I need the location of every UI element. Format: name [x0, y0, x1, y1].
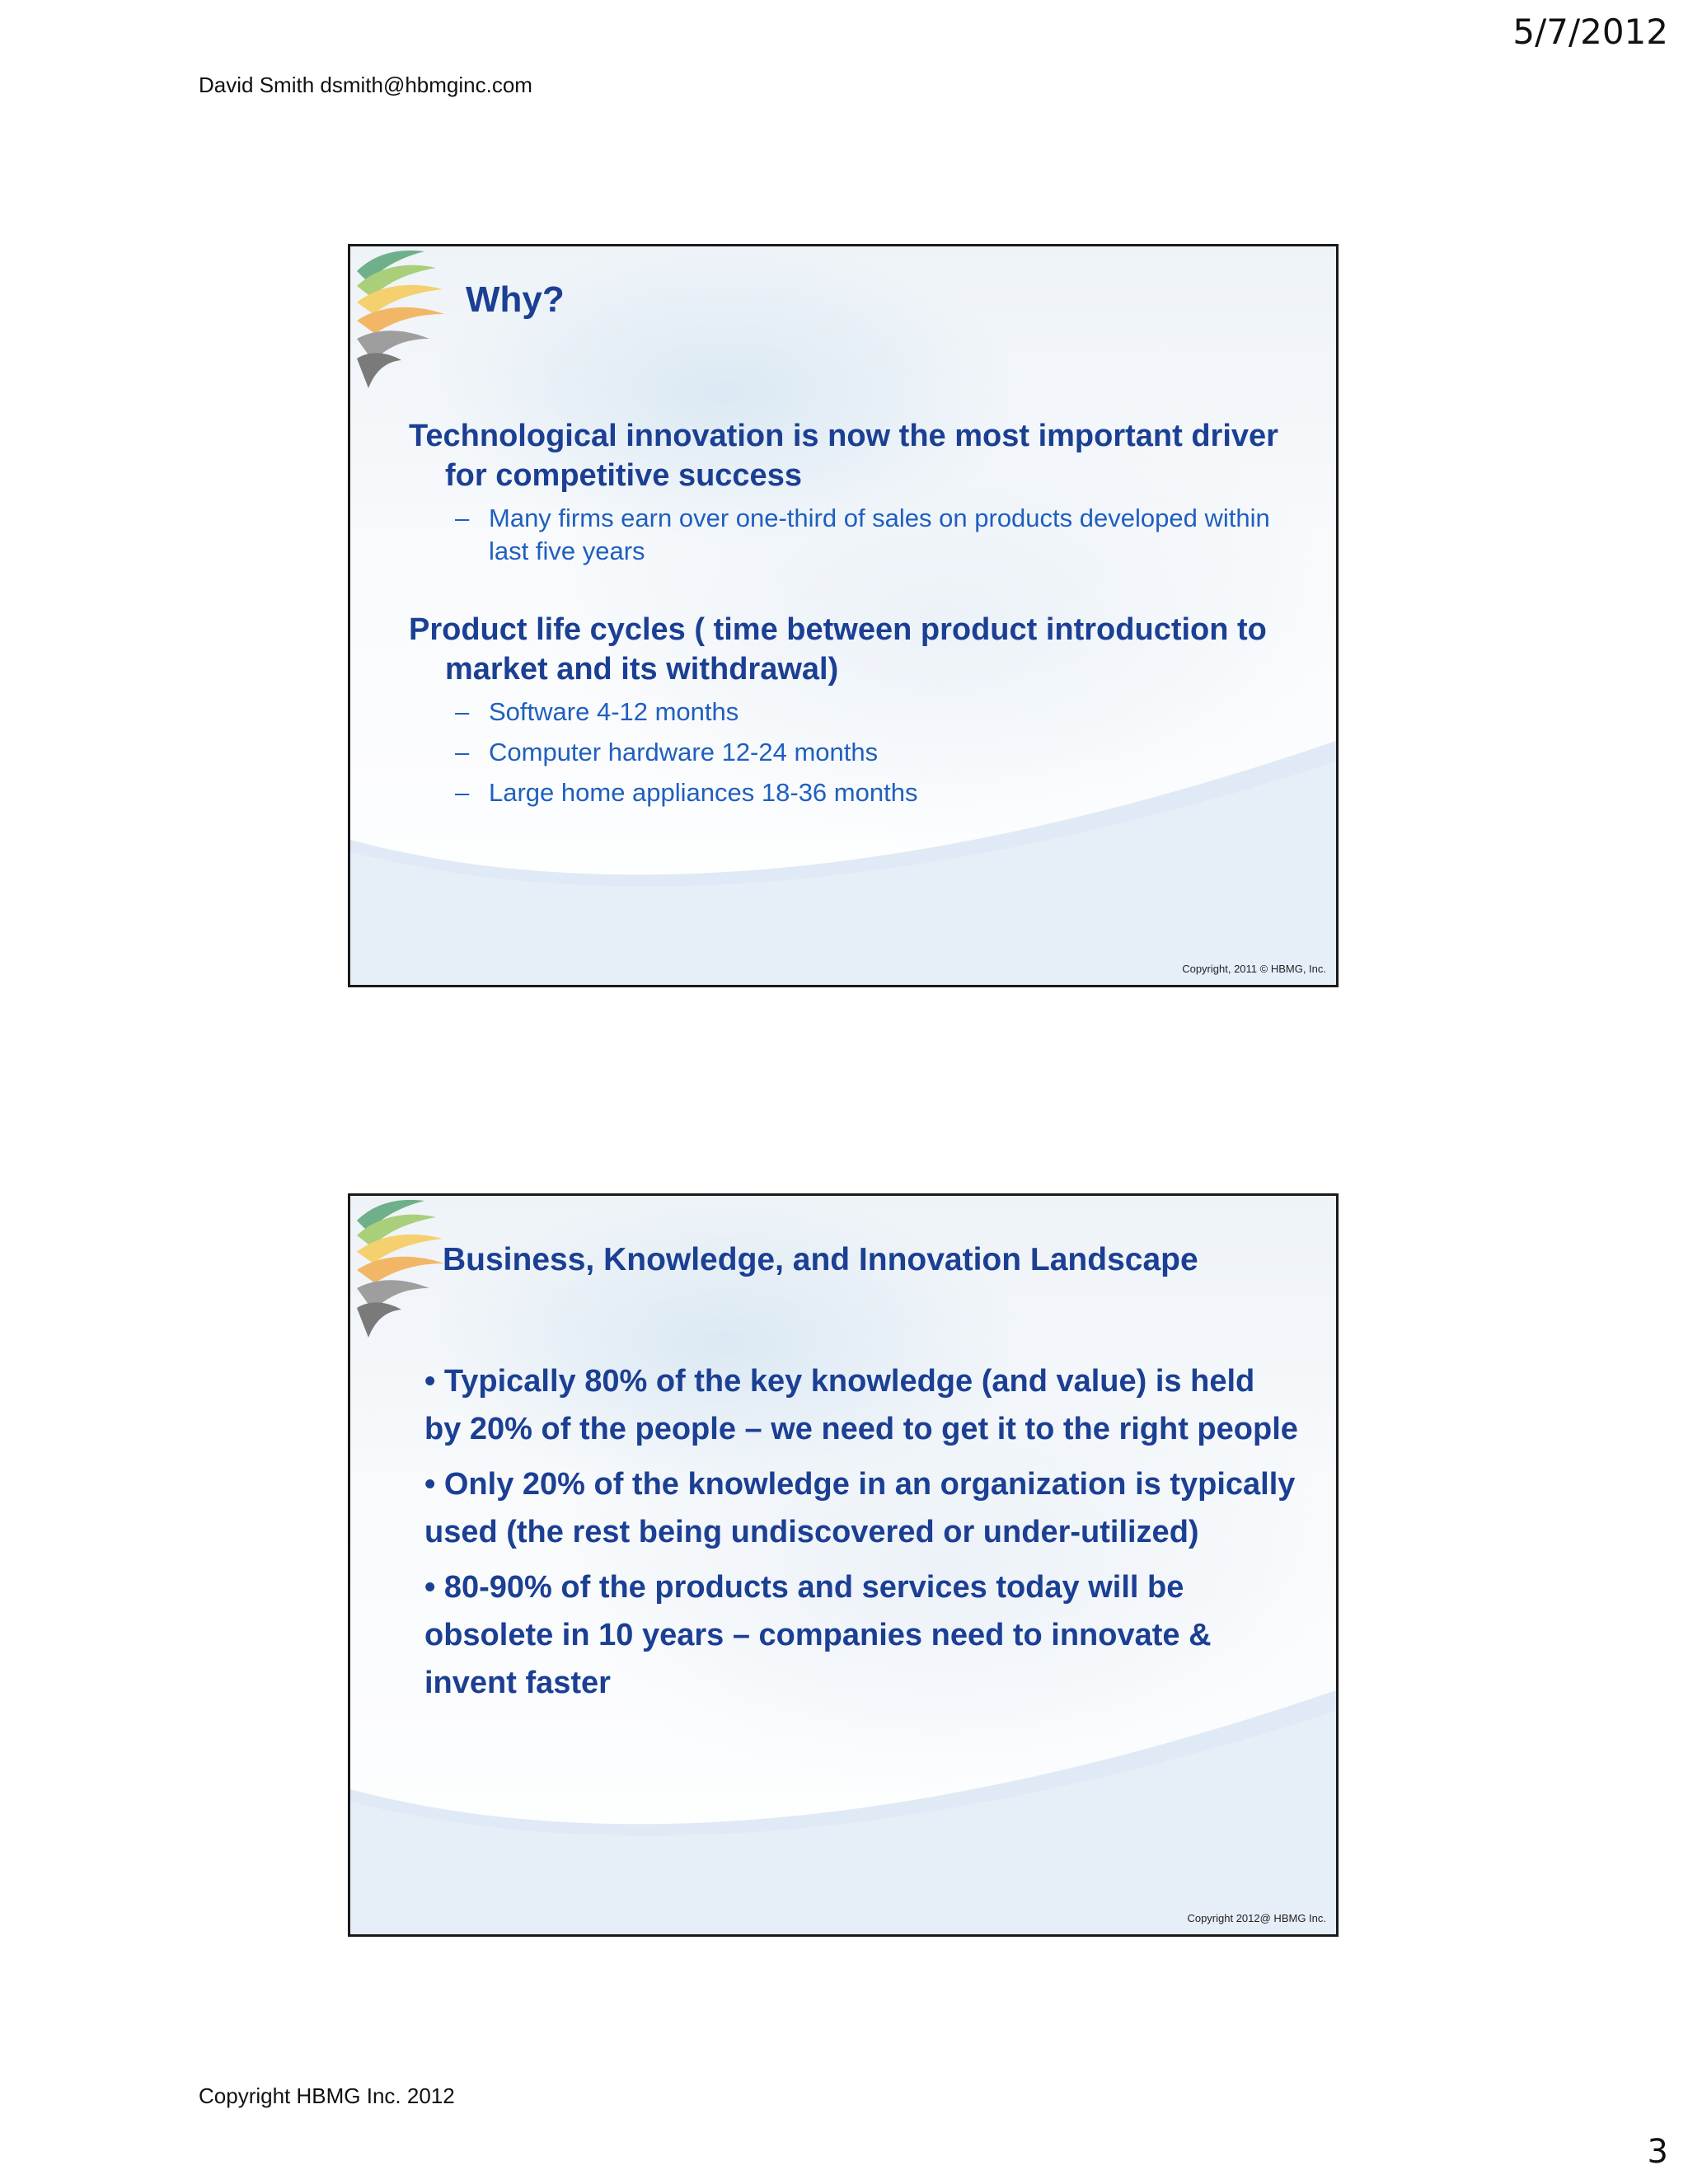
bullet-point: • 80-90% of the products and services today will be obsolete in 10 years – companies need to innovate & invent faster: [424, 1570, 1212, 1700]
slide-title: Why?: [466, 279, 565, 320]
slide-landscape: [348, 1193, 1339, 1937]
sub-point: [409, 776, 1299, 809]
slide-content: [424, 1357, 1298, 1714]
slide-why: [348, 244, 1339, 987]
dash-bullet-icon: –: [455, 697, 470, 726]
sub-point-text: Many firms earn over one-third of sales on products developed within last five years: [489, 504, 1270, 565]
slide-content: [409, 416, 1299, 817]
main-point: Product life cycles ( time between product introduction to market and its withdrawal): [409, 612, 1267, 687]
swirl-logo-icon: [350, 1196, 457, 1344]
page-header: David Smith dsmith@hbmginc.com: [199, 73, 532, 97]
bullet-point: • Only 20% of the knowledge in an organization is typically used (the rest being undiscovered or under-utilized): [424, 1467, 1296, 1549]
main-point: Technological innovation is now the most important driver for competitive success: [409, 419, 1278, 493]
sub-point-text: Software 4-12 months: [489, 697, 739, 726]
page-footer: Copyright HBMG Inc. 2012: [199, 2083, 455, 2108]
sub-list: [409, 696, 1299, 809]
sub-point-text: Computer hardware 12-24 months: [489, 738, 879, 766]
sub-point: [409, 502, 1299, 568]
slide-copyright: Copyright 2012@ HBMG Inc.: [1187, 1912, 1326, 1924]
bullet-point: • Typically 80% of the key knowledge (and value) is held by 20% of the people – we need to get it to the right people: [424, 1364, 1298, 1446]
page-date: 5/7/2012: [1512, 12, 1668, 52]
sub-point-text: Large home appliances 18-36 months: [489, 778, 918, 807]
slide-title: Business, Knowledge, and Innovation Landscape: [443, 1242, 1198, 1277]
slide-copyright: Copyright, 2011 © HBMG, Inc.: [1182, 963, 1326, 975]
dash-bullet-icon: –: [455, 504, 470, 532]
dash-bullet-icon: –: [455, 778, 470, 807]
dash-bullet-icon: –: [455, 738, 470, 766]
sub-point: [409, 696, 1299, 729]
sub-list: [409, 502, 1299, 568]
sub-point: [409, 736, 1299, 769]
page-number: 3: [1647, 2133, 1668, 2171]
swirl-logo-icon: [350, 246, 457, 395]
